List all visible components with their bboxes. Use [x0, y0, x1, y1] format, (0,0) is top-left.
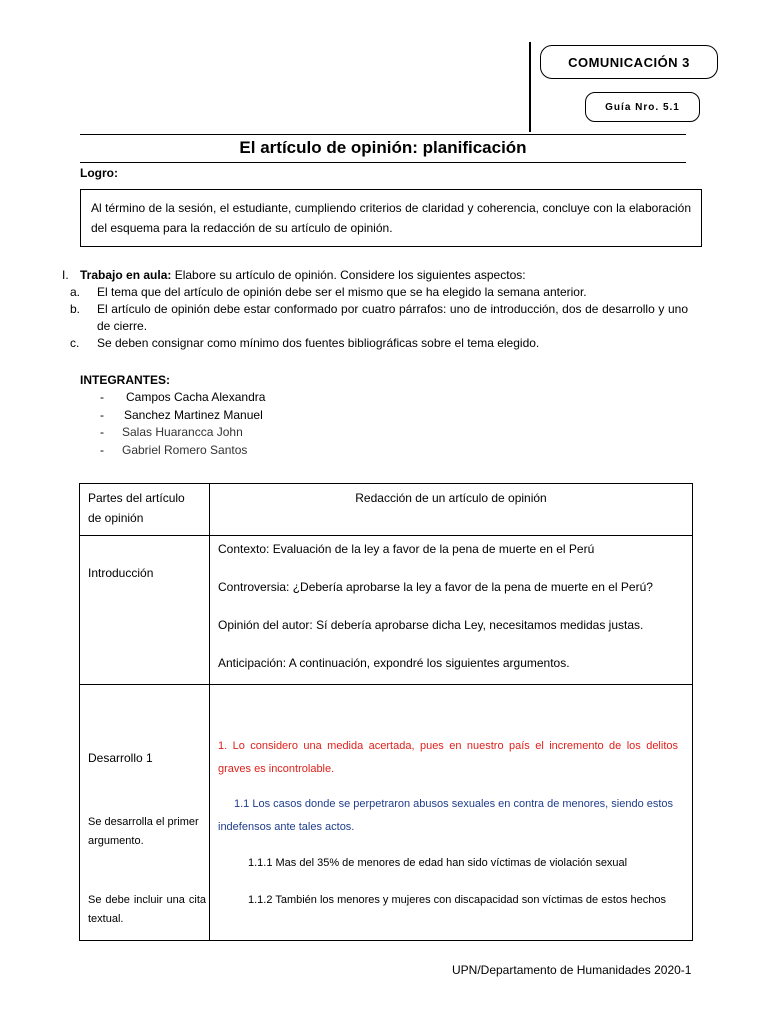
members-title: INTEGRANTES:: [80, 373, 170, 387]
page-title: El artículo de opinión: planificación: [239, 138, 527, 157]
section-lead-bold: Trabajo en aula:: [80, 268, 172, 282]
section-marker: I.: [62, 268, 69, 282]
item-text: El tema que del artículo de opinión debe ser el mismo que se ha elegido la semana anterior.: [97, 285, 587, 299]
intro-anticipacion: Anticipación: A continuación, expondré los siguientes argumentos.: [218, 656, 570, 670]
list-item: [70, 301, 688, 335]
table-row-introduccion: [80, 536, 693, 685]
member-item: [100, 389, 265, 407]
member-name: Campos Cacha Alexandra: [126, 390, 266, 404]
desarrollo-label: Desarrollo 1: [88, 751, 153, 765]
intro-opinion: Opinión del autor: Sí debería aprobarse dicha Ley, necesitamos medidas justas.: [218, 618, 644, 632]
header-parts-label: Partes del artículo de opinión: [88, 491, 185, 525]
argument-1-1: 1.1 Los casos donde se perpetraron abusos sexuales en contra de menores, siendo estos indefensos ante tales actos.: [218, 798, 674, 833]
item-text: El artículo de opinión debe estar conformado por cuatro párrafos: uno de introducción, dos de desarrollo y uno de cierre.: [97, 302, 688, 333]
page-footer: UPN/Departamento de Humanidades 2020-1: [452, 963, 692, 977]
argument-1: 1. Lo considero una medida acertada, pues en nuestro país el incremento de los delitos graves es incontrolable.: [218, 740, 678, 775]
header-redaccion-cell: [210, 484, 693, 536]
desarrollo-label-cell: [80, 685, 210, 941]
logro-label: Logro:: [80, 166, 118, 180]
table-header-row: [80, 484, 693, 536]
member-item: [100, 407, 265, 425]
argument-1-1-1: 1.1.1 Mas del 35% de menores de edad han sido víctimas de violación sexual: [248, 857, 628, 869]
list-item: [70, 335, 688, 352]
member-name: Gabriel Romero Santos: [122, 442, 248, 457]
argument-1-1-2: 1.1.2 También los menores y mujeres con discapacidad son víctimas de estos hechos: [248, 894, 667, 906]
member-name: Sanchez Martinez Manuel: [124, 407, 263, 422]
intro-contexto: Contexto: Evaluación de la ley a favor de la pena de muerte en el Perú: [218, 542, 595, 556]
section-lead-text: Elabore su artículo de opinión. Considere los siguientes aspectos:: [171, 268, 526, 282]
intro-controversia: Controversia: ¿Debería aprobarse la ley a favor de la pena de muerte en el Perú?: [218, 580, 653, 594]
title-bottom-rule: [80, 162, 686, 163]
member-dash: -: [100, 390, 104, 404]
aspects-list: [70, 284, 688, 352]
guide-number: Guía Nro. 5.1: [605, 101, 680, 113]
item-marker: a.: [70, 285, 81, 299]
guide-badge: [585, 92, 700, 122]
members-list: [100, 389, 265, 459]
intro-label-cell: [80, 536, 210, 685]
desarrollo-content-cell: [210, 685, 693, 941]
table-row-desarrollo: [80, 685, 693, 941]
list-item: [70, 284, 688, 301]
course-name: COMUNICACIÓN 3: [568, 54, 690, 70]
member-dash: -: [100, 442, 104, 457]
course-badge: [540, 45, 718, 79]
desarrollo-note-citation: Se debe incluir una cita textual.: [88, 894, 206, 925]
member-item: [100, 442, 265, 460]
header-divider: [529, 42, 531, 132]
item-text: Se deben consignar como mínimo dos fuentes bibliográficas sobre el tema elegido.: [97, 336, 540, 350]
intro-content-cell: [210, 536, 693, 685]
section-trabajo: [62, 267, 688, 352]
header-redaccion-label: Redacción de un artículo de opinión: [355, 491, 547, 505]
member-item: [100, 424, 265, 442]
member-dash: -: [100, 425, 104, 439]
title-top-rule: [80, 134, 686, 135]
logro-text: Al término de la sesión, el estudiante, cumpliendo criterios de claridad y coherencia, concluye con la elaboración del esquema para la redacción de su artículo de opinión.: [91, 201, 691, 235]
desarrollo-note-argument: Se desarrolla el primer argumento.: [88, 816, 199, 847]
header-parts-cell: [80, 484, 210, 536]
member-dash: -: [100, 407, 104, 422]
opinion-table: [79, 483, 693, 941]
intro-label: Introducción: [88, 566, 154, 580]
item-marker: b.: [70, 302, 81, 316]
logro-box: [80, 189, 702, 247]
item-marker: c.: [70, 336, 80, 350]
member-name: Salas Huarancca John: [122, 425, 243, 439]
